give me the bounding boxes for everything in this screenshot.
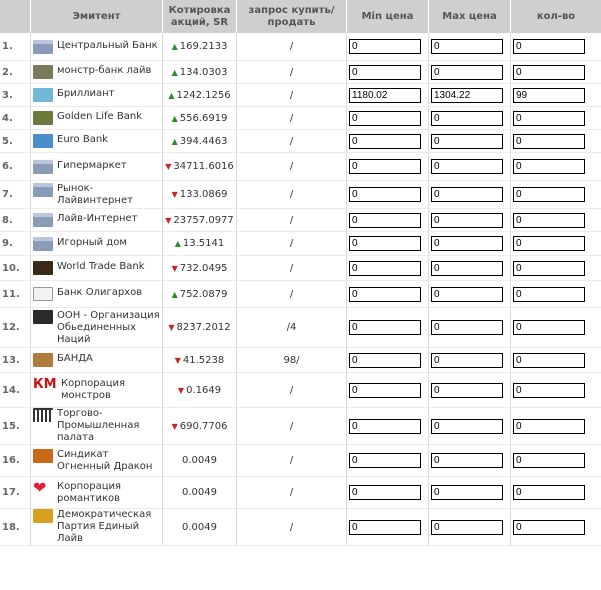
quote-cell <box>163 373 237 408</box>
max-price-input[interactable] <box>431 261 503 276</box>
row-number: 15. <box>0 408 31 445</box>
trend-icon: ▲ <box>171 136 178 146</box>
max-price-input[interactable] <box>431 453 503 468</box>
qty-cell <box>511 477 601 509</box>
coins-icon <box>33 65 53 79</box>
min-price-cell <box>347 445 429 477</box>
min-price-cell <box>347 153 429 181</box>
row-number: 18. <box>0 509 31 546</box>
min-price-cell <box>347 232 429 256</box>
issuer-name[interactable]: Корпорация монстров <box>61 378 126 401</box>
min-price-input[interactable] <box>349 236 421 251</box>
money-icon <box>33 111 53 125</box>
request-cell: / <box>237 445 347 477</box>
row-number: 12. <box>0 308 31 348</box>
quote-cell <box>163 61 237 84</box>
max-price-input[interactable] <box>431 39 503 54</box>
table-row <box>0 256 601 281</box>
max-price-input[interactable] <box>431 485 503 500</box>
qty-cell <box>511 348 601 373</box>
min-price-input[interactable] <box>349 419 421 434</box>
min-price-cell <box>347 477 429 509</box>
max-price-input[interactable] <box>431 159 503 174</box>
trend-icon: ▼ <box>171 263 178 273</box>
qty-input[interactable] <box>513 383 585 398</box>
table-row <box>0 232 601 256</box>
un-logo-icon <box>33 310 53 324</box>
trend-icon: ▼ <box>171 421 178 431</box>
issuer-cell <box>31 232 163 256</box>
quote-cell <box>163 509 237 546</box>
quote-value: 0.0049 <box>182 455 217 466</box>
trend-icon: ▲ <box>171 67 178 77</box>
max-price-cell <box>429 209 511 232</box>
table-row <box>0 373 601 408</box>
trend-icon: ▼ <box>174 355 181 365</box>
trend-icon: ▼ <box>165 162 172 171</box>
min-price-cell <box>347 209 429 232</box>
table-row <box>0 61 601 84</box>
min-price-input[interactable] <box>349 65 421 80</box>
quote-cell <box>163 408 237 445</box>
quote-cell <box>163 308 237 348</box>
min-price-input[interactable] <box>349 485 421 500</box>
request-cell: / <box>237 209 347 232</box>
table-row <box>0 408 601 445</box>
max-price-input[interactable] <box>431 111 503 126</box>
qty-input[interactable] <box>513 65 585 80</box>
min-price-cell <box>347 281 429 308</box>
trend-icon: ▲ <box>171 289 178 299</box>
min-price-input[interactable] <box>349 320 421 335</box>
issuer-cell <box>31 256 163 281</box>
max-price-cell <box>429 445 511 477</box>
building-icon <box>33 237 53 251</box>
issuer-name[interactable]: Гипермаркет <box>57 159 127 171</box>
qty-input[interactable] <box>513 320 585 335</box>
quote-value: 752.0879 <box>179 288 228 300</box>
issuer-name[interactable]: ООН - Организация Обьединенных Наций <box>57 309 160 345</box>
table-row <box>0 153 601 181</box>
issuer-name[interactable]: Демократическая Партия Единый Лайв <box>57 509 152 544</box>
row-number: 7. <box>0 181 31 209</box>
qty-input[interactable] <box>513 453 585 468</box>
request-cell: / <box>237 256 347 281</box>
qty-input[interactable] <box>513 287 585 302</box>
qty-cell <box>511 232 601 256</box>
issuer-name[interactable]: Центральный Банк <box>57 39 158 51</box>
quote-cell <box>163 348 237 373</box>
table-row <box>0 308 601 348</box>
qty-input[interactable] <box>513 236 585 251</box>
quote-value: 0.1649 <box>186 384 222 396</box>
issuer-name[interactable]: БАНДА <box>57 353 93 364</box>
max-price-input[interactable] <box>431 419 503 434</box>
max-price-input[interactable] <box>431 320 503 335</box>
qty-input[interactable] <box>513 520 585 535</box>
trend-icon: ▼ <box>168 323 175 332</box>
request-cell: / <box>237 477 347 509</box>
qty-input[interactable] <box>513 485 585 500</box>
qty-cell <box>511 153 601 181</box>
building-icon <box>33 160 53 174</box>
row-number: 3. <box>0 84 31 107</box>
qty-input[interactable] <box>513 353 585 368</box>
max-price-cell <box>429 153 511 181</box>
qty-cell <box>511 130 601 153</box>
max-price-cell <box>429 477 511 509</box>
row-number: 17. <box>0 477 31 509</box>
qty-input[interactable] <box>513 111 585 126</box>
qty-cell <box>511 256 601 281</box>
trend-icon: ▼ <box>177 385 185 395</box>
issuer-cell <box>31 308 163 348</box>
min-price-cell <box>347 181 429 209</box>
quote-value: 690.7706 <box>179 420 228 432</box>
quote-cell <box>163 232 237 256</box>
qty-input[interactable] <box>513 134 585 149</box>
qty-cell <box>511 445 601 477</box>
max-price-cell <box>429 181 511 209</box>
max-price-cell <box>429 84 511 107</box>
min-price-cell <box>347 61 429 84</box>
table-row <box>0 181 601 209</box>
table-row <box>0 33 601 61</box>
max-price-cell <box>429 348 511 373</box>
request-cell: / <box>237 130 347 153</box>
header-request: запрос купить/продать <box>237 0 347 33</box>
issuer-cell <box>31 181 163 209</box>
building-icon <box>33 183 53 197</box>
min-price-input[interactable] <box>349 520 421 535</box>
issuer-name[interactable]: Лайв-Интернет <box>57 213 138 224</box>
trend-icon: ▲ <box>171 113 178 123</box>
quote-value: 169.2133 <box>179 41 228 52</box>
qty-cell <box>511 509 601 546</box>
issuer-cell <box>31 509 163 546</box>
quote-value: 34711.6016 <box>173 161 234 172</box>
qty-cell <box>511 107 601 130</box>
table-row <box>0 130 601 153</box>
max-price-cell <box>429 130 511 153</box>
max-price-input[interactable] <box>431 213 503 228</box>
max-price-cell <box>429 107 511 130</box>
row-number: 8. <box>0 209 31 232</box>
quote-value: 556.6919 <box>179 112 228 124</box>
issuer-cell <box>31 373 163 408</box>
trend-icon: ▼ <box>171 190 178 199</box>
table-row <box>0 209 601 232</box>
issuer-name[interactable]: монстр-банк лайв <box>57 65 152 76</box>
max-price-cell <box>429 408 511 445</box>
quote-cell <box>163 181 237 209</box>
header-max-price: Max цена <box>429 0 511 33</box>
qty-cell <box>511 181 601 209</box>
table-body <box>0 33 601 546</box>
trend-icon: ▲ <box>168 90 175 100</box>
min-price-cell <box>347 373 429 408</box>
table-row <box>0 281 601 308</box>
table-row <box>0 509 601 546</box>
max-price-cell <box>429 281 511 308</box>
request-cell: / <box>237 33 347 61</box>
header-min-price: Min цена <box>347 0 429 33</box>
qty-cell <box>511 209 601 232</box>
min-price-input[interactable] <box>349 187 421 202</box>
min-price-cell <box>347 256 429 281</box>
max-price-cell <box>429 308 511 348</box>
request-cell: / <box>237 281 347 308</box>
max-price-input[interactable] <box>431 520 503 535</box>
quote-cell <box>163 256 237 281</box>
header-issuer: Эмитент <box>31 0 163 33</box>
qty-cell <box>511 373 601 408</box>
euro-banknote-icon <box>33 134 53 148</box>
qty-input[interactable] <box>513 187 585 202</box>
columns-icon <box>33 408 53 422</box>
quote-cell <box>163 84 237 107</box>
row-number: 4. <box>0 107 31 130</box>
min-price-cell <box>347 308 429 348</box>
heart-icon: ❤ <box>33 477 47 497</box>
diamond-icon <box>33 88 53 102</box>
trend-icon: ▲ <box>174 239 181 248</box>
quote-cell <box>163 477 237 509</box>
quote-value: 394.4463 <box>179 135 228 147</box>
qty-input[interactable] <box>513 88 585 103</box>
min-price-input[interactable] <box>349 353 421 368</box>
request-cell: / <box>237 509 347 546</box>
issuer-cell <box>31 130 163 153</box>
world-trade-icon <box>33 261 53 275</box>
qty-cell <box>511 308 601 348</box>
quote-cell <box>163 130 237 153</box>
max-price-input[interactable] <box>431 236 503 251</box>
issuer-cell <box>31 153 163 181</box>
row-number: 11. <box>0 281 31 308</box>
qty-cell <box>511 84 601 107</box>
min-price-input[interactable] <box>349 39 421 54</box>
request-cell: / <box>237 181 347 209</box>
max-price-cell <box>429 33 511 61</box>
min-price-cell <box>347 509 429 546</box>
issuer-cell <box>31 33 163 61</box>
request-cell: / <box>237 232 347 256</box>
issuer-name[interactable]: Бриллиант <box>57 88 115 99</box>
min-price-cell <box>347 408 429 445</box>
request-cell: /4 <box>237 308 347 348</box>
row-number: 5. <box>0 130 31 153</box>
row-number: 2. <box>0 61 31 84</box>
max-price-cell <box>429 373 511 408</box>
building-icon <box>33 213 53 227</box>
issuer-cell <box>31 348 163 373</box>
issuer-name[interactable]: Euro Bank <box>57 134 108 145</box>
issuer-name[interactable]: Торгово-Промышленная палата <box>57 408 140 443</box>
trend-icon: ▲ <box>171 42 178 51</box>
row-number: 1. <box>0 33 31 61</box>
issuer-name[interactable]: Рынок-Лайвинтернет <box>57 182 133 206</box>
min-price-input[interactable] <box>349 287 421 302</box>
quote-cell <box>163 33 237 61</box>
min-price-input[interactable] <box>349 134 421 149</box>
min-price-input[interactable] <box>349 213 421 228</box>
quote-cell <box>163 107 237 130</box>
qty-input[interactable] <box>513 159 585 174</box>
max-price-input[interactable] <box>431 287 503 302</box>
min-price-input[interactable] <box>349 159 421 174</box>
header-number <box>0 0 31 33</box>
issuer-name[interactable]: World Trade Bank <box>57 261 145 272</box>
max-price-input[interactable] <box>431 383 503 398</box>
row-number: 14. <box>0 373 31 408</box>
issuer-cell <box>31 209 163 232</box>
gang-icon <box>33 353 53 367</box>
row-number: 16. <box>0 445 31 477</box>
issuer-name[interactable]: Синдикат Огненный Дракон <box>57 448 153 472</box>
quote-cell <box>163 209 237 232</box>
issuer-cell <box>31 107 163 130</box>
min-price-input[interactable] <box>349 261 421 276</box>
qty-cell <box>511 61 601 84</box>
quote-value: 23757.0977 <box>173 214 234 226</box>
qty-cell <box>511 408 601 445</box>
max-price-input[interactable] <box>431 353 503 368</box>
request-cell: / <box>237 107 347 130</box>
quote-value: 134.0303 <box>179 66 228 78</box>
quote-value: 133.0869 <box>179 189 228 200</box>
min-price-cell <box>347 84 429 107</box>
issuer-name[interactable]: Golden Life Bank <box>57 111 142 122</box>
issuer-cell <box>31 408 163 445</box>
qty-cell <box>511 33 601 61</box>
quote-value: 8237.2012 <box>176 322 231 333</box>
max-price-input[interactable] <box>431 187 503 202</box>
issuer-name[interactable]: Игорный дом <box>57 236 127 248</box>
table-row <box>0 477 601 509</box>
table-row <box>0 445 601 477</box>
request-cell: / <box>237 373 347 408</box>
issuer-name[interactable]: Банк Олигархов <box>57 287 143 298</box>
qty-input[interactable] <box>513 213 585 228</box>
request-cell: / <box>237 84 347 107</box>
quote-value: 0.0049 <box>182 487 217 498</box>
row-number: 13. <box>0 348 31 373</box>
request-cell: / <box>237 408 347 445</box>
issuer-name[interactable]: Корпорация романтиков <box>57 480 122 504</box>
table-header-row <box>0 0 601 33</box>
table-row <box>0 84 601 107</box>
building-icon <box>33 40 53 54</box>
km-logo-icon: КМ <box>33 377 57 392</box>
min-price-input[interactable] <box>349 453 421 468</box>
header-quote: Котировка акций, SR <box>163 0 237 33</box>
max-price-cell <box>429 256 511 281</box>
party-flag-icon <box>33 509 53 523</box>
min-price-input[interactable] <box>349 383 421 398</box>
dragon-icon <box>33 449 53 463</box>
request-cell: / <box>237 61 347 84</box>
qty-input[interactable] <box>513 261 585 276</box>
issuer-cell <box>31 477 163 509</box>
max-price-cell <box>429 232 511 256</box>
min-price-cell <box>347 33 429 61</box>
trend-icon: ▼ <box>165 215 172 225</box>
quote-value: 732.0495 <box>179 262 228 274</box>
min-price-cell <box>347 348 429 373</box>
quote-cell <box>163 445 237 477</box>
min-price-cell <box>347 107 429 130</box>
quote-value: 41.5238 <box>182 354 225 366</box>
quote-value: 13.5141 <box>182 238 225 249</box>
row-number: 9. <box>0 232 31 256</box>
issuer-cell <box>31 445 163 477</box>
qty-input[interactable] <box>513 39 585 54</box>
min-price-cell <box>347 130 429 153</box>
quote-value: 1242.1256 <box>176 89 231 101</box>
table-row <box>0 348 601 373</box>
issuer-cell <box>31 281 163 308</box>
request-cell: 98/ <box>237 348 347 373</box>
blank-card-icon <box>33 287 53 301</box>
min-price-input[interactable] <box>349 88 421 103</box>
max-price-input[interactable] <box>431 88 503 103</box>
header-qty: кол-во <box>511 0 601 33</box>
max-price-cell <box>429 509 511 546</box>
quote-cell <box>163 153 237 181</box>
max-price-input[interactable] <box>431 65 503 80</box>
row-number: 10. <box>0 256 31 281</box>
qty-input[interactable] <box>513 419 585 434</box>
quote-cell <box>163 281 237 308</box>
table-row <box>0 107 601 130</box>
row-number: 6. <box>0 153 31 181</box>
qty-cell <box>511 281 601 308</box>
max-price-cell <box>429 61 511 84</box>
issuer-cell <box>31 84 163 107</box>
min-price-input[interactable] <box>349 111 421 126</box>
quote-value: 0.0049 <box>182 521 217 533</box>
request-cell: / <box>237 153 347 181</box>
issuer-cell <box>31 61 163 84</box>
max-price-input[interactable] <box>431 134 503 149</box>
